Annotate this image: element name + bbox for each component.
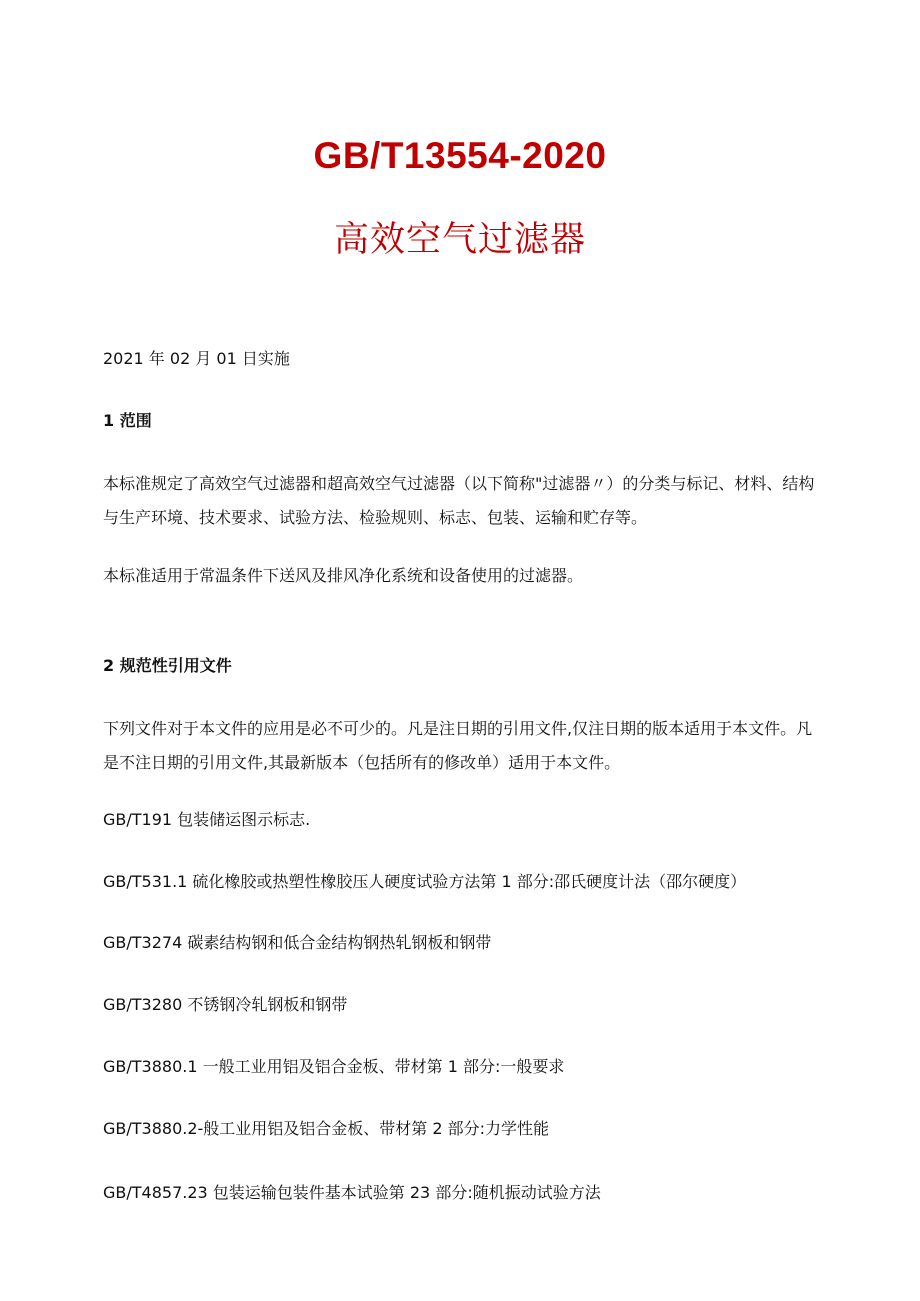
- normative-references-intro: 下列文件对于本文件的应用是必不可少的。凡是注日期的引用文件,仅注日期的版本适用于本文件。凡是不注日期的引用文件,其最新版本（包括所有的修改单）适用于本文件。: [103, 719, 813, 772]
- scope-paragraph-2: 本标准适用于常温条件下送风及排风净化系统和设备使用的过滤器。: [103, 566, 584, 585]
- section-heading-scope: 1 范围: [103, 411, 152, 430]
- reference-item: GB/T3880.1 一般工业用铝及铝合金板、带材第 1 部分:一般要求: [103, 1057, 565, 1076]
- section-heading-normative-references: 2 规范性引用文件: [103, 656, 232, 675]
- standard-code-title: GB/T13554-2020: [313, 135, 607, 176]
- reference-item: GB/T3880.2-般工业用铝及铝合金板、带材第 2 部分:力学性能: [103, 1119, 550, 1138]
- reference-item: GB/T531.1 硫化橡胶或热塑性橡胶压人硬度试验方法第 1 部分:邵氏硬度计法（邵尔硬度）: [103, 872, 747, 891]
- scope-paragraph-1: 本标准规定了高效空气过滤器和超高效空气过滤器（以下简称"过滤器〃）的分类与标记、材料、结构与生产环境、技术要求、试验方法、检验规则、标志、包装、运输和贮存等。: [103, 474, 815, 527]
- reference-item: GB/T4857.23 包装运输包装件基本试验第 23 部分:随机振动试验方法: [103, 1183, 601, 1202]
- standard-name-title: 高效空气过滤器: [333, 220, 586, 260]
- reference-item: GB/T191 包装储运图示标志.: [103, 810, 311, 829]
- reference-item: GB/T3280 不锈钢冷轧钢板和钢带: [103, 995, 348, 1014]
- effective-date: 2021 年 02 月 01 日实施: [103, 349, 290, 368]
- reference-item: GB/T3274 碳素结构钢和低合金结构钢热轧钢板和钢带: [103, 933, 492, 952]
